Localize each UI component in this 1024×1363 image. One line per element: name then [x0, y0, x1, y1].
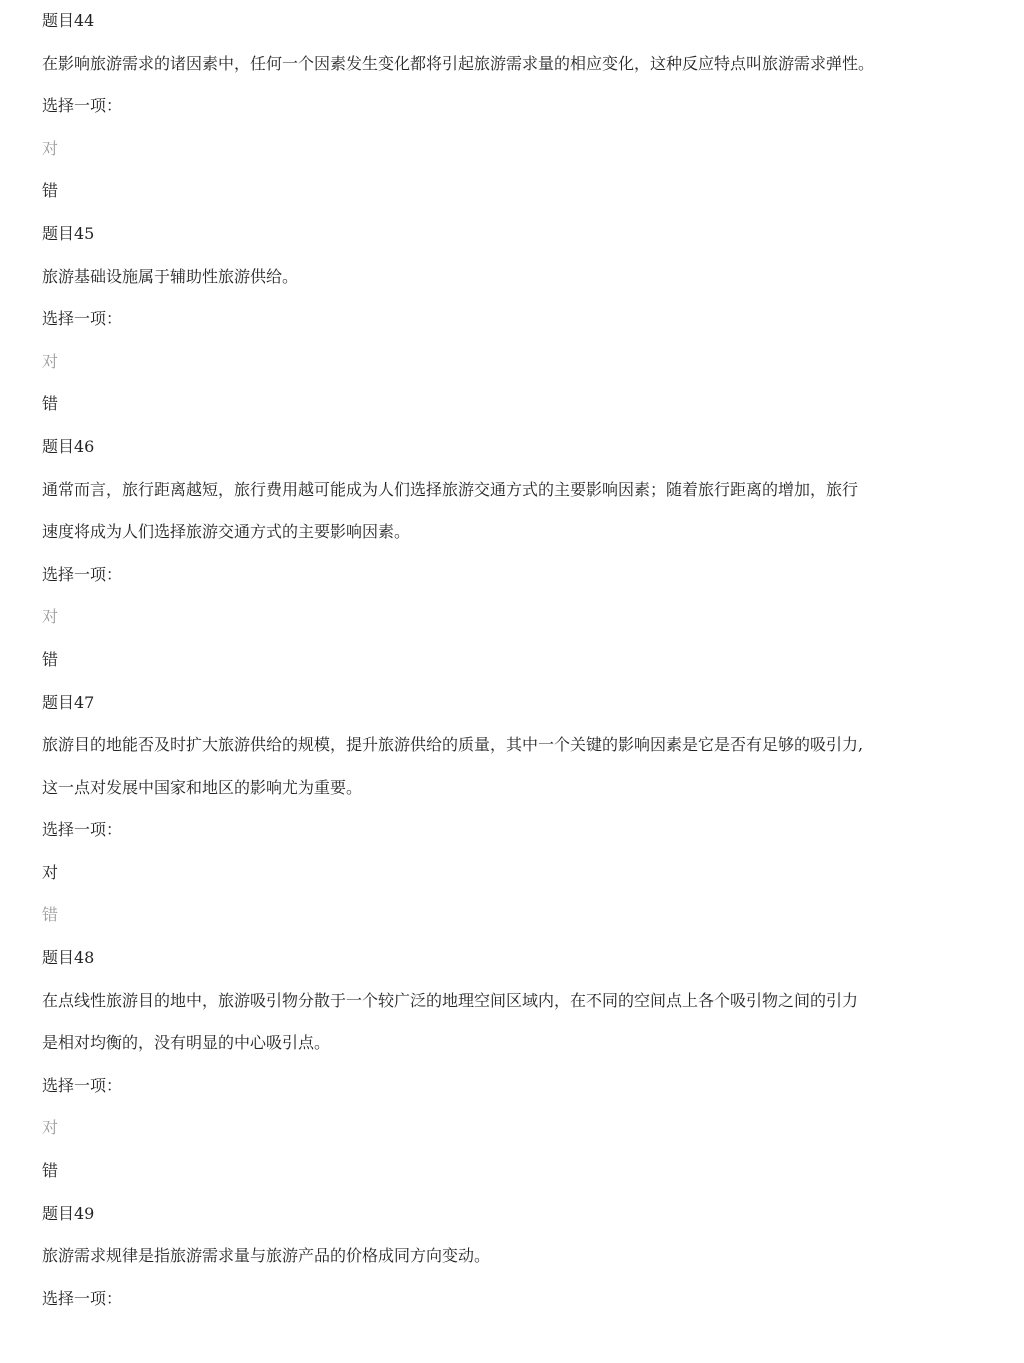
- option-true[interactable]: 对: [42, 607, 59, 627]
- option-true[interactable]: 对: [42, 138, 59, 158]
- question-prompt: 选择一项：: [42, 564, 123, 584]
- option-false[interactable]: 错: [42, 394, 59, 414]
- option-true[interactable]: 对: [42, 351, 59, 371]
- question-prompt: 选择一项：: [42, 309, 123, 329]
- question-47: [42, 682, 982, 938]
- question-prompt: 选择一项：: [42, 1288, 123, 1308]
- question-text-line-2: 这一点对发展中国家和地区的影响尤为重要。: [42, 777, 363, 797]
- question-44: [42, 0, 982, 213]
- question-46: [42, 426, 982, 682]
- option-true[interactable]: 对: [42, 1118, 59, 1138]
- option-false[interactable]: 错: [42, 649, 59, 669]
- option-false[interactable]: 错: [42, 1161, 59, 1181]
- question-text-line-1: 在点线性旅游目的地中，旅游吸引物分散于一个较广泛的地理空间区域内，在不同的空间点上各个吸引物之间的引力: [42, 990, 859, 1010]
- question-title: 题目48: [42, 948, 95, 968]
- question-text-line-1: 旅游目的地能否及时扩大旅游供给的规模，提升旅游供给的质量，其中一个关键的影响因素是它是否有足够的吸引力,: [42, 735, 864, 755]
- question-text-line-1: 通常而言，旅行距离越短，旅行费用越可能成为人们选择旅游交通方式的主要影响因素；随着旅行距离的增加，旅行: [42, 479, 859, 499]
- question-title: 题目46: [42, 436, 95, 456]
- question-title: 题目44: [42, 11, 95, 30]
- question-prompt: 选择一项：: [42, 1075, 123, 1095]
- option-true[interactable]: 对: [42, 862, 59, 882]
- question-title: 题目49: [42, 1203, 95, 1223]
- question-text: 旅游基础设施属于辅助性旅游供给。: [42, 266, 299, 286]
- question-49: [42, 1193, 982, 1321]
- question-title: 题目45: [42, 223, 95, 243]
- question-45: [42, 213, 982, 426]
- question-48: [42, 937, 982, 1193]
- question-title: 题目47: [42, 692, 95, 712]
- option-false[interactable]: 错: [42, 181, 59, 201]
- question-text-line-2: 是相对均衡的，没有明显的中心吸引点。: [42, 1033, 331, 1053]
- question-text: 在影响旅游需求的诸因素中，任何一个因素发生变化都将引起旅游需求量的相应变化，这种反应特点叫旅游需求弹性。: [42, 53, 875, 73]
- question-list: [42, 0, 982, 1320]
- question-text-line-2: 速度将成为人们选择旅游交通方式的主要影响因素。: [42, 522, 411, 542]
- option-false[interactable]: 错: [42, 905, 59, 925]
- question-prompt: 选择一项：: [42, 820, 123, 840]
- question-prompt: 选择一项：: [42, 96, 123, 116]
- question-text: 旅游需求规律是指旅游需求量与旅游产品的价格成同方向变动。: [42, 1246, 491, 1266]
